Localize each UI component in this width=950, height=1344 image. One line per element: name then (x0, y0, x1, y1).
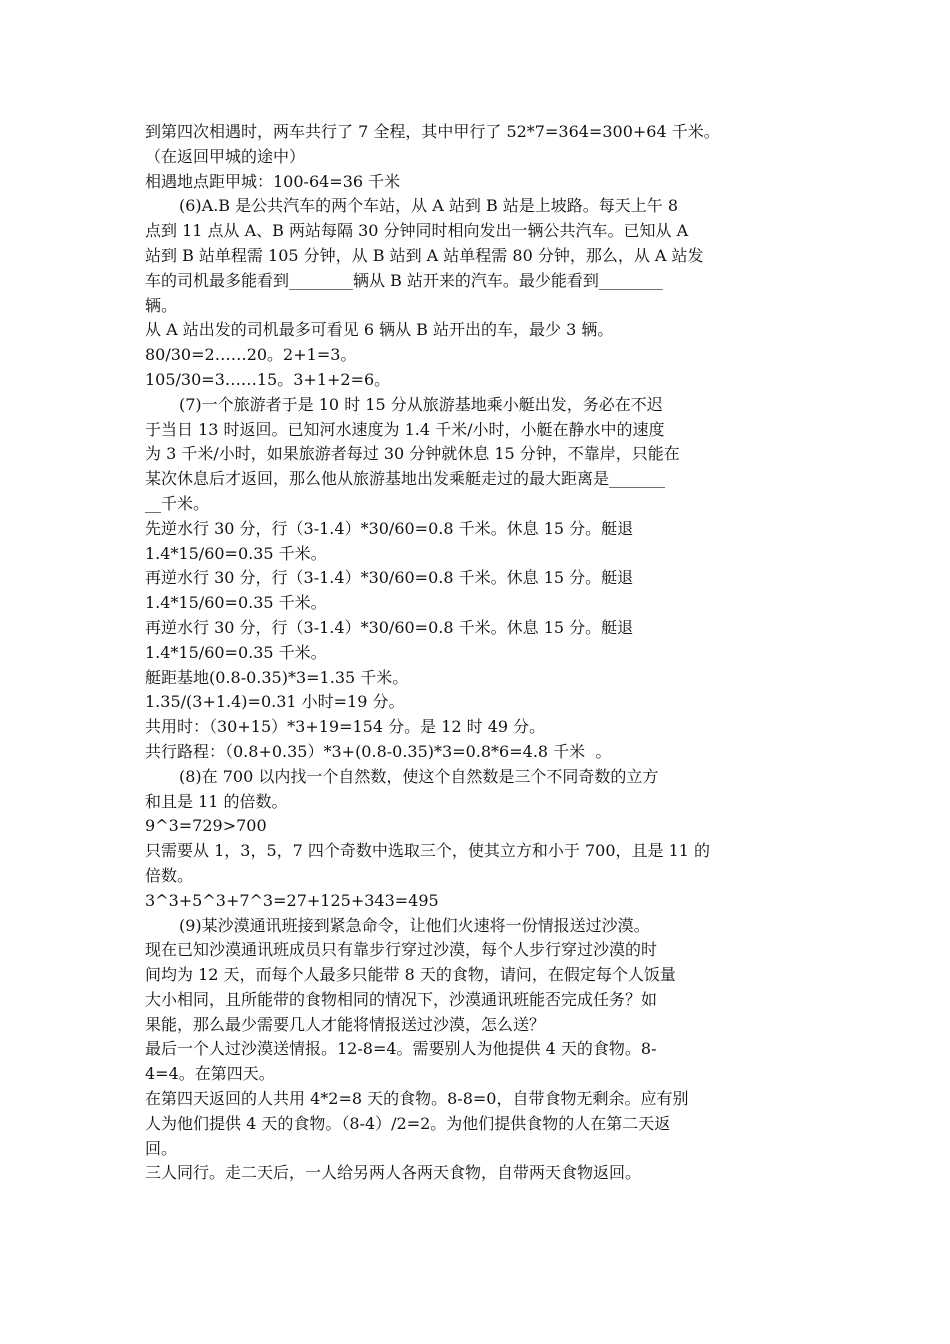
text-line: 1.35/(3+1.4)=0.31 小时=19 分。 (145, 692, 405, 712)
text-line: 共行路程：（0.8+0.35）*3+(0.8-0.35)*3=0.8*6=4.8 千米 。 (145, 741, 612, 761)
text-line: 只需要从 1，3，5，7 四个奇数中选取三个，使其立方和小于 700，且是 11 的 (145, 841, 711, 861)
text-line: 4=4。在第四天。 (145, 1064, 275, 1084)
text-line: (6)A.B 是公共汽车的两个车站，从 A 站到 B 站是上坡路。每天上午 8 (179, 196, 679, 216)
text-line: 倍数。 (145, 865, 194, 885)
document-body (145, 120, 765, 1186)
text-line: 于当日 13 时返回。已知河水速度为 1.4 千米/小时，小艇在静水中的速度 (145, 419, 665, 439)
text-line: 1.4*15/60=0.35 千米。 (145, 642, 327, 662)
text-line: 点到 11 点从 A、B 两站每隔 30 分钟同时相向发出一辆公共汽车。已知从 A (145, 221, 689, 241)
text-line: 间均为 12 天，而每个人最多只能带 8 天的食物，请问，在假定每个人饭量 (145, 965, 676, 985)
text-line: (8)在 700 以内找一个自然数，使这个自然数是三个不同奇数的立方 (179, 766, 659, 786)
text-line: (7)一个旅游者于是 10 时 15 分从旅游基地乘小艇出发，务必在不迟 (179, 394, 663, 414)
text-line: 为 3 千米/小时，如果旅游者每过 30 分钟就休息 15 分钟，不靠岸，只能在 (145, 444, 680, 464)
text-line: 艇距基地(0.8-0.35)*3=1.35 千米。 (145, 667, 409, 687)
text-line: 某次休息后才返回，那么他从旅游基地出发乘艇走过的最大距离是_______ (145, 469, 666, 489)
text-line: (9)某沙漠通讯班接到紧急命令，让他们火速将一份情报送过沙漠。 (179, 915, 650, 935)
text-line: 现在已知沙漠通讯班成员只有靠步行穿过沙漠，每个人步行穿过沙漠的时 (145, 940, 658, 960)
text-line: 105/30=3……15。3+1+2=6。 (145, 369, 391, 389)
text-line: 1.4*15/60=0.35 千米。 (145, 543, 327, 563)
text-line: （在返回甲城的途中） (145, 146, 306, 166)
text-line: 三人同行。走二天后，一人给另两人各两天食物，自带两天食物返回。 (145, 1163, 642, 1183)
text-line: 3^3+5^3+7^3=27+125+343=495 (145, 890, 439, 910)
text-line: 人为他们提供 4 天的食物。（8-4）/2=2。为他们提供食物的人在第二天返 (145, 1113, 671, 1133)
text-line: 最后一个人过沙漠送情报。12-8=4。需要别人为他提供 4 天的食物。8- (145, 1039, 657, 1059)
text-line: __千米。 (145, 493, 210, 513)
text-line: 和且是 11 的倍数。 (145, 791, 288, 811)
text-line: 站到 B 站单程需 105 分钟，从 B 站到 A 站单程需 80 分钟，那么，从 A 站发 (145, 245, 704, 265)
text-line: 先逆水行 30 分，行（3-1.4）*30/60=0.8 千米。休息 15 分。艇退 (145, 518, 634, 538)
text-line: 共用时：（30+15）*3+19=154 分。是 12 时 49 分。 (145, 717, 546, 737)
text-line: 到第四次相遇时，两车共行了 7 全程，其中甲行了 52*7=364=300+64 千米。 (145, 122, 720, 141)
text-line: 相遇地点距甲城：100-64=36 千米 (145, 171, 401, 191)
text-line: 9^3=729>700 (145, 816, 267, 836)
text-line: 大小相同，且所能带的食物相同的情况下，沙漠通讯班能否完成任务？如 (145, 989, 658, 1009)
text-line: 从 A 站出发的司机最多可看见 6 辆从 B 站开出的车，最少 3 辆。 (145, 320, 614, 340)
text-line: 车的司机最多能看到________辆从 B 站开来的汽车。最少能看到________ (145, 270, 663, 290)
text-line: 再逆水行 30 分，行（3-1.4）*30/60=0.8 千米。休息 15 分。艇退 (145, 568, 634, 588)
text-line: 再逆水行 30 分，行（3-1.4）*30/60=0.8 千米。休息 15 分。艇退 (145, 617, 634, 637)
text-line: 辆。 (145, 295, 178, 315)
text-line: 80/30=2……20。2+1=3。 (145, 345, 357, 365)
text-line: 果能，那么最少需要几人才能将情报送过沙漠，怎么送？ (145, 1014, 546, 1034)
text-line: 在第四天返回的人共用 4*2=8 天的食物。8-8=0，自带食物无剩余。应有别 (145, 1089, 689, 1109)
text-line: 1.4*15/60=0.35 千米。 (145, 593, 327, 613)
text-line: 回。 (145, 1138, 178, 1158)
